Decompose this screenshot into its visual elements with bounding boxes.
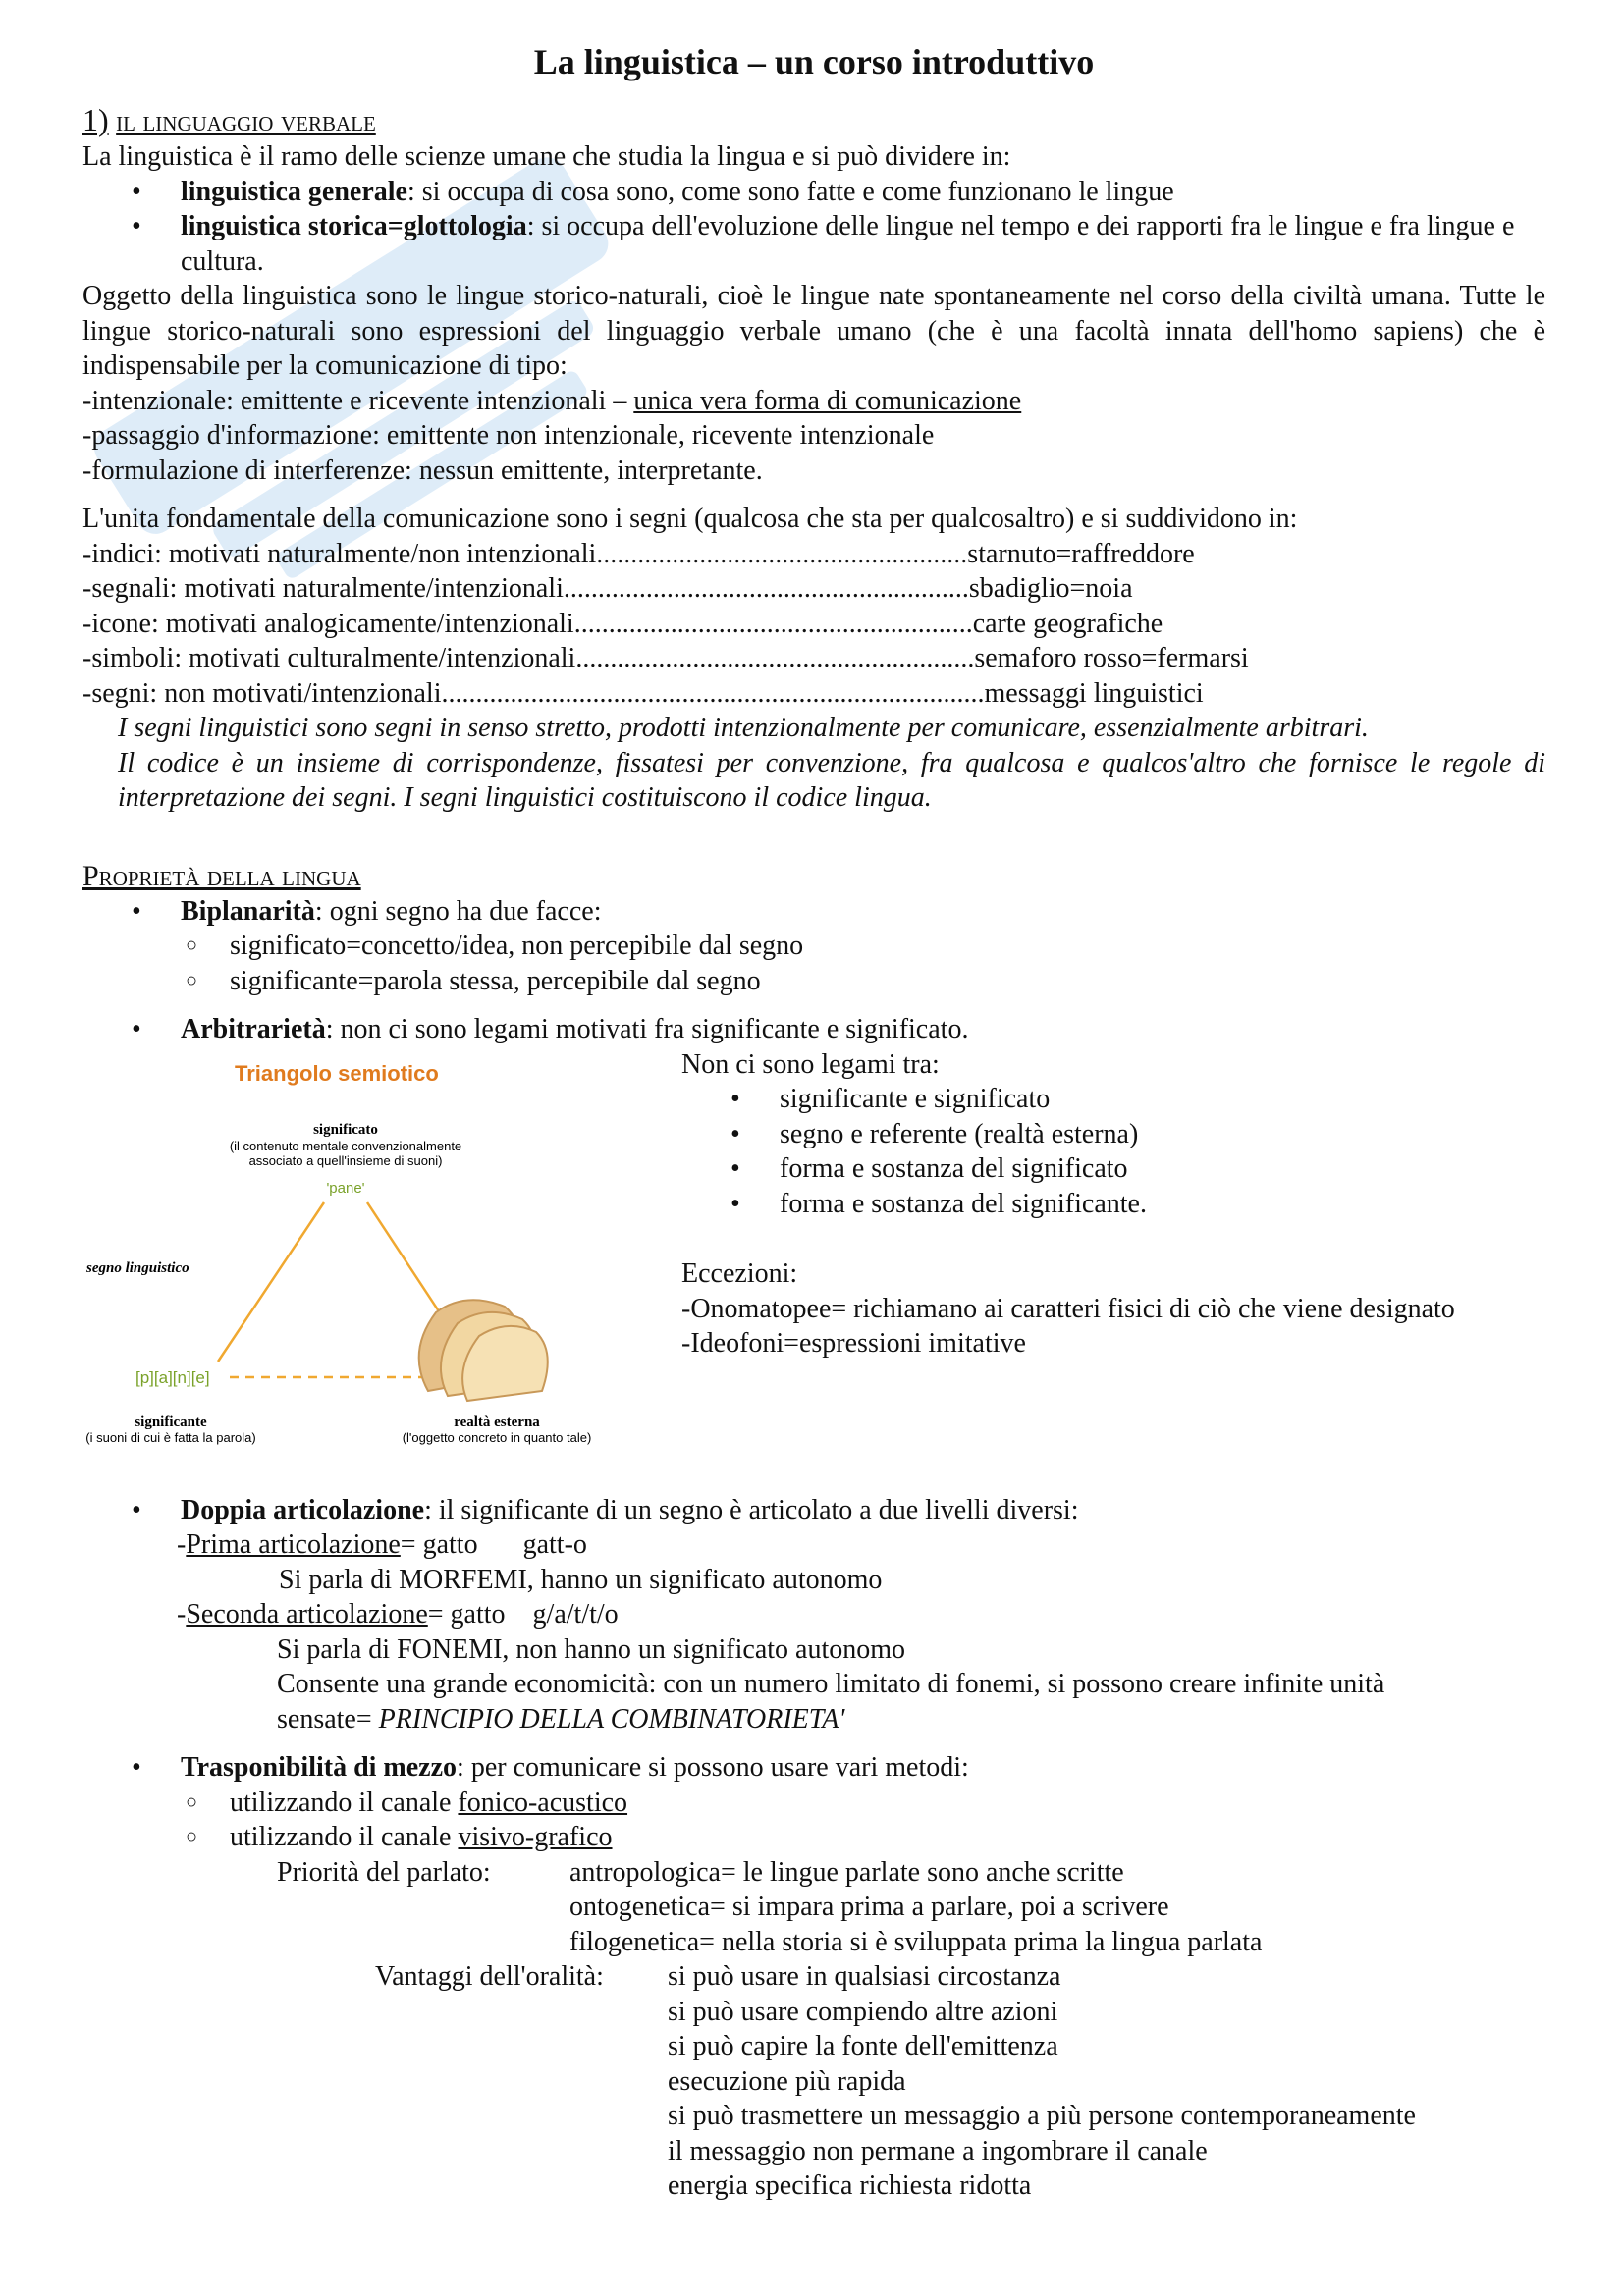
section1-title: il linguaggio verbale xyxy=(116,105,376,137)
advantage-item: energia specifica richiesta ridotta xyxy=(668,2170,1032,2201)
type-intenzionale: -intenzionale: emittente e ricevente intenzionali – unica vera forma di comunicazione xyxy=(82,385,1022,416)
section1-heading xyxy=(82,102,1545,139)
list-item: • linguistica generale: si occupa di cosa sono, come sono fatte e come funzionano le lingue xyxy=(181,175,1545,210)
fonemi-note: Si parla di FONEMI, non hanno un significato autonomo xyxy=(277,1633,906,1665)
page-title: La linguistica – un corso introduttivo xyxy=(533,42,1095,81)
list-item: ○ significato=concetto/idea, non percepibile dal segno xyxy=(230,929,1545,964)
advantage-item: si può capire la fonte dell'emittenza xyxy=(668,2031,1058,2061)
section2-heading xyxy=(82,859,1545,894)
no-links-list xyxy=(681,1082,1455,1221)
list-item: • segno e referente (realtà esterna) xyxy=(780,1117,1455,1152)
triangle-top-word: 'pane' xyxy=(326,1179,365,1197)
triangle-br-label: realtà esterna xyxy=(454,1414,540,1430)
semiotic-triangle-figure xyxy=(82,1047,681,1460)
signs-intro: L'unita fondamentale della comunicazione sono i segni (qualcosa che sta per qualcosaltro) e si suddividono in: xyxy=(82,504,1298,534)
exception-onomatopee: -Onomatopee= richiamano ai caratteri fisici di ciò che viene designato xyxy=(681,1293,1455,1324)
list-item: • forma e sostanza del significato xyxy=(780,1151,1455,1187)
list-item: • Trasponibilità di mezzo: per comunicare si possono usare vari metodi: xyxy=(181,1750,1545,1786)
section1-bullets xyxy=(82,175,1545,280)
list-item: ○ significante=parola stessa, percepibile dal segno xyxy=(230,964,1545,999)
sign-row: -segnali: motivati naturalmente/intenzionali...........................................................sbadiglio=noia xyxy=(82,573,1133,604)
advantages-label: Vantaggi dell'oralità: xyxy=(375,1961,604,1992)
bread-image xyxy=(419,1300,548,1401)
biplanarita-item xyxy=(82,894,1545,930)
triangle-bl-label: significante xyxy=(135,1414,207,1430)
section1-number: 1) xyxy=(82,102,109,137)
advantage-item: si può usare compiendo altre azioni xyxy=(668,1996,1058,2027)
trasponibilita-item xyxy=(82,1750,1545,1786)
seconda-articolazione: -Seconda articolazione= gatto g/a/t/t/o xyxy=(177,1599,619,1629)
exceptions-label: Eccezioni: xyxy=(681,1258,798,1289)
sign-row: -indici: motivati naturalmente/non intenzionali......................................................starnuto=raffreddore xyxy=(82,538,1195,569)
triangle-phon: [p][a][n][e] xyxy=(135,1367,210,1387)
arbitrarieta-row xyxy=(82,1047,1545,1460)
triangle-left-label: segno linguistico xyxy=(86,1259,189,1276)
triangle-title: Triangolo semiotico xyxy=(235,1060,439,1086)
economicita-note: Consente una grande economicità: con un numero limitato di fonemi, si possono creare infinite unità xyxy=(277,1669,1385,1699)
triangle-top-label: significato xyxy=(313,1121,378,1138)
triangle-left-edge xyxy=(218,1202,324,1362)
type-formulazione: -formulazione di interferenze: nessun emittente, interpretante. xyxy=(82,454,763,486)
triangle-top-desc2: associato a quell'insieme di suoni) xyxy=(248,1152,443,1168)
morfemi-note: Si parla di MORFEMI, hanno un significato autonomo xyxy=(279,1564,883,1595)
advantage-item: si può usare in qualsiasi circostanza xyxy=(668,1961,1061,1992)
advantages-block xyxy=(82,1959,1545,2204)
sign-row: -icone: motivati analogicamente/intenzionali..........................................................carte geografiche xyxy=(82,608,1163,639)
list-item: • linguistica storica=glottologia: si occupa dell'evoluzione delle lingue nel tempo e dei rapporti fra le lingue e fra lingue e cultura. xyxy=(181,209,1545,279)
triangle-br-desc: (l'oggetto concreto in quanto tale) xyxy=(402,1429,592,1445)
list-item: • forma e sostanza del significante. xyxy=(780,1187,1455,1222)
doppia-item xyxy=(82,1493,1545,1528)
biplanarita-sub xyxy=(82,929,1545,998)
priority-item: filogenetica= nella storia si è sviluppata prima la lingua parlata xyxy=(569,1926,1263,1957)
list-item: • significante e significato xyxy=(780,1082,1455,1117)
priority-label: Priorità del parlato: xyxy=(277,1856,491,1888)
arbitrarieta-details xyxy=(681,1047,1455,1460)
advantage-item: esecuzione più rapida xyxy=(668,2065,906,2097)
advantage-item: si può trasmettere un messaggio a più persone contemporaneamente xyxy=(668,2101,1416,2131)
no-links-intro: Non ci sono legami tra: xyxy=(681,1048,940,1080)
list-item: • Arbitrarietà: non ci sono legami motivati fra significante e significato. xyxy=(181,1012,1545,1047)
prima-articolazione: -Prima articolazione= gatto gatt-o xyxy=(177,1529,587,1560)
triangle-top-desc1: (il contenuto mentale convenzionalmente xyxy=(229,1138,462,1153)
priority-block xyxy=(82,1855,1545,1960)
sign-row: -segni: non motivati/intenzionali...............................................................................messaggi linguistici xyxy=(82,677,1204,709)
arbitrarieta-item xyxy=(82,1012,1545,1047)
list-item: • Biplanarità: ogni segno ha due facce: xyxy=(181,894,1545,930)
list-item: • Doppia articolazione: il significante di un segno è articolato a due livelli diversi: xyxy=(181,1493,1545,1528)
italic-note-1: I segni linguistici sono segni in senso stretto, prodotti intenzionalmente per comunicare, essenzialmente arbitrari. xyxy=(118,713,1369,743)
list-item: ○ utilizzando il canale fonico-acustico xyxy=(230,1786,1545,1821)
channels-list xyxy=(82,1786,1545,1855)
document-content xyxy=(82,35,1545,2204)
list-item: ○ utilizzando il canale visivo-grafico xyxy=(230,1820,1545,1855)
combinatorieta-note: sensate= PRINCIPIO DELLA COMBINATORIETA' xyxy=(277,1703,845,1735)
priority-item: ontogenetica= si impara prima a parlare, poi a scrivere xyxy=(569,1892,1169,1922)
priority-item: antropologica= le lingue parlate sono anche scritte xyxy=(569,1856,1124,1888)
type-passaggio: -passaggio d'informazione: emittente non intenzionale, ricevente intenzionale xyxy=(82,420,935,451)
sign-row: -simboli: motivati culturalmente/intenzionali..........................................................semaforo rosso=fermarsi xyxy=(82,643,1249,673)
section1-intro: La linguistica è il ramo delle scienze umane che studia la lingua e si può dividere in: xyxy=(82,141,1011,172)
section2-title: Proprietà della lingua xyxy=(82,859,361,892)
italic-note-2: Il codice è un insieme di corrispondenze, fissatesi per convenzione, fra qualcosa e qualcos'altro che fornisce le regole di interpretazione dei segni. I segni linguistici costituiscono il codice lingua. xyxy=(118,747,1545,813)
section1-para: Oggetto della linguistica sono le lingue storico-naturali, cioè le lingue nate spontaneamente nel corso della civiltà umana. Tutte le lingue storico-naturali sono espressioni del linguaggio verbale umano (che è una facoltà innata dell'homo sapiens) che è indispensabile per la comunicazione di tipo: xyxy=(82,281,1545,381)
triangle-bl-desc: (i suoni di cui è fatta la parola) xyxy=(85,1429,256,1445)
exception-ideofoni: -Ideofoni=espressioni imitative xyxy=(681,1328,1026,1359)
advantage-item: il messaggio non permane a ingombrare il canale xyxy=(668,2135,1208,2166)
